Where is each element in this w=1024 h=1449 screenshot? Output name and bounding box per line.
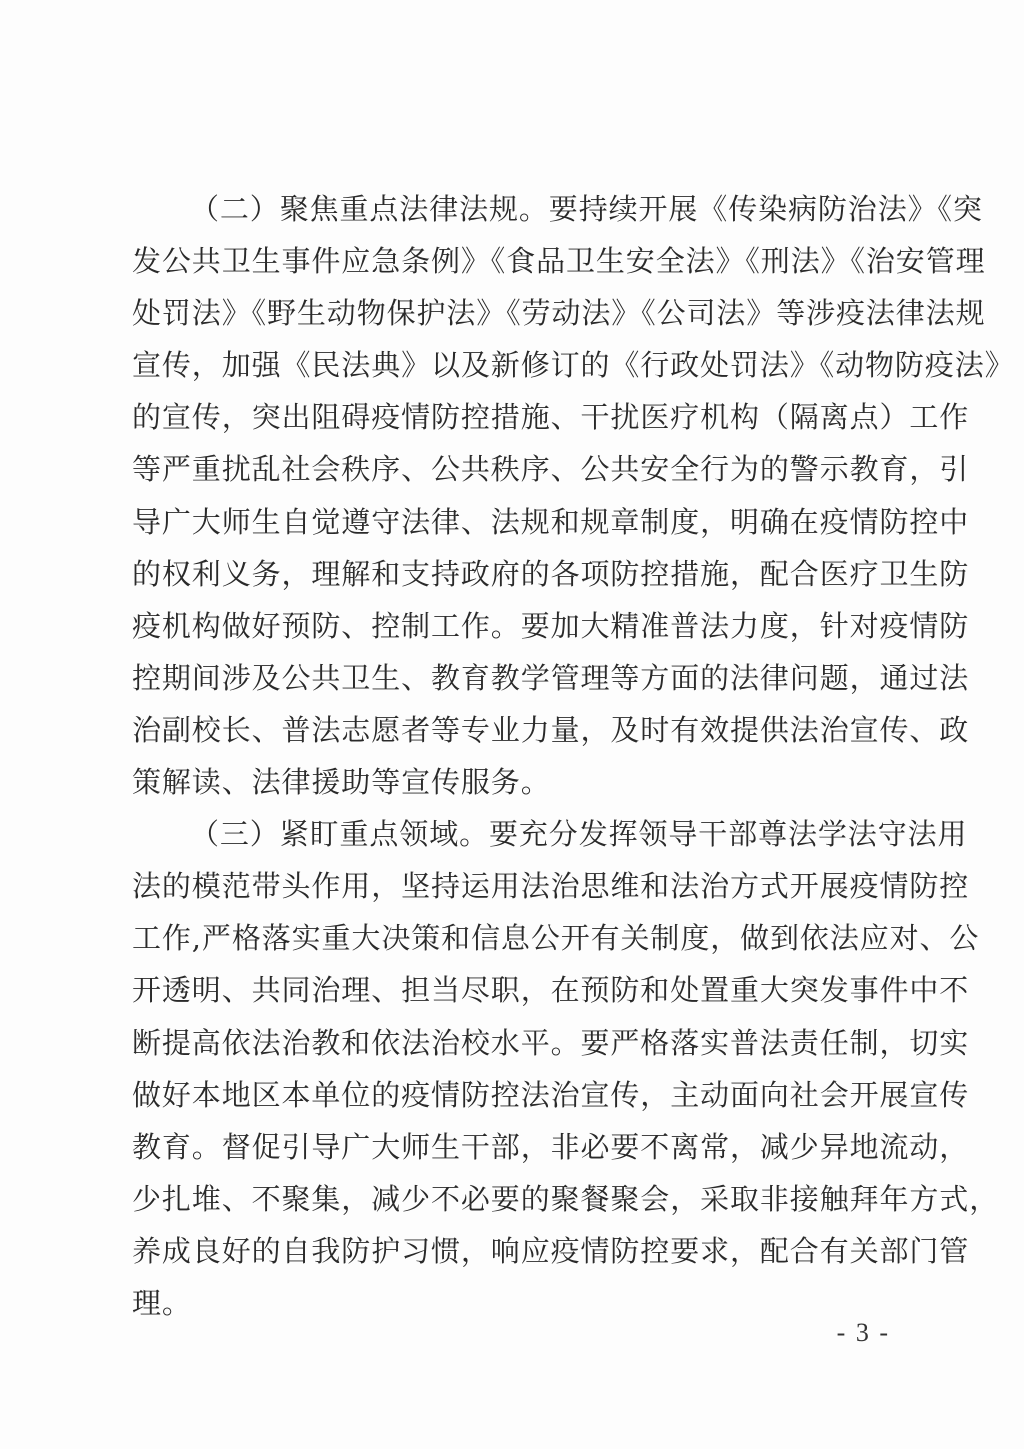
text-line: 法的模范带头作用，坚持运用法治思维和法治方式开展疫情防控 — [132, 869, 970, 904]
text-line: 理。 — [132, 1285, 192, 1320]
text-line: 导广大师生自觉遵守法律、法规和规章制度，明确在疫情防控中 — [132, 504, 970, 539]
text-line: 等严重扰乱社会秩序、公共秩序、公共安全行为的警示教育，引 — [132, 452, 970, 487]
paragraph-3 — [132, 808, 1000, 1329]
text-line: 策解读、法律援助等宣传服务。 — [132, 765, 551, 800]
text-line: 控期间涉及公共卫生、教育教学管理等方面的法律问题，通过法 — [132, 660, 970, 695]
text-line: 治副校长、普法志愿者等专业力量，及时有效提供法治宣传、政 — [132, 712, 970, 747]
text-line: 工作,严格落实重大决策和信息公开有关制度，做到依法应对、公 — [132, 921, 980, 956]
page-number: - 3 - — [836, 1318, 890, 1347]
text-line: 发公共卫生事件应急条例》《食品卫生安全法》《刑法》《治安管理 — [132, 244, 986, 279]
text-line: 处罚法》《野生动物保护法》《劳动法》《公司法》等涉疫法律法规 — [132, 296, 986, 331]
paragraph-2 — [132, 183, 1015, 808]
document-body — [132, 183, 1015, 1329]
text-line: 做好本地区本单位的疫情防控法治宣传，主动面向社会开展宣传 — [132, 1077, 970, 1112]
text-line: 的宣传，突出阻碍疫情防控措施、干扰医疗机构（隔离点）工作 — [132, 400, 970, 435]
text-line: 教育。督促引导广大师生干部，非必要不离常，减少异地流动， — [132, 1129, 970, 1164]
text-line: 少扎堆、不聚集，减少不必要的聚餐聚会，采取非接触拜年方式， — [132, 1181, 1000, 1216]
text-line: 断提高依法治教和依法治校水平。要严格落实普法责任制，切实 — [132, 1025, 970, 1060]
text-line: 养成良好的自我防护习惯，响应疫情防控要求，配合有关部门管 — [132, 1233, 970, 1268]
text-line: 疫机构做好预防、控制工作。要加大精准普法力度，针对疫情防 — [132, 608, 970, 643]
text-line: （二）聚焦重点法律法规。要持续开展《传染病防治法》《突 — [190, 192, 983, 226]
text-line: 宣传，加强《民法典》以及新修订的《行政处罚法》《动物防疫法》 — [132, 348, 1015, 383]
text-line: （三）紧盯重点领域。要充分发挥领导干部尊法学法守法用 — [190, 817, 968, 852]
text-line: 的权利义务，理解和支持政府的各项防控措施，配合医疗卫生防 — [132, 556, 970, 591]
text-line: 开透明、共同治理、担当尽职，在预防和处置重大突发事件中不 — [132, 973, 970, 1008]
